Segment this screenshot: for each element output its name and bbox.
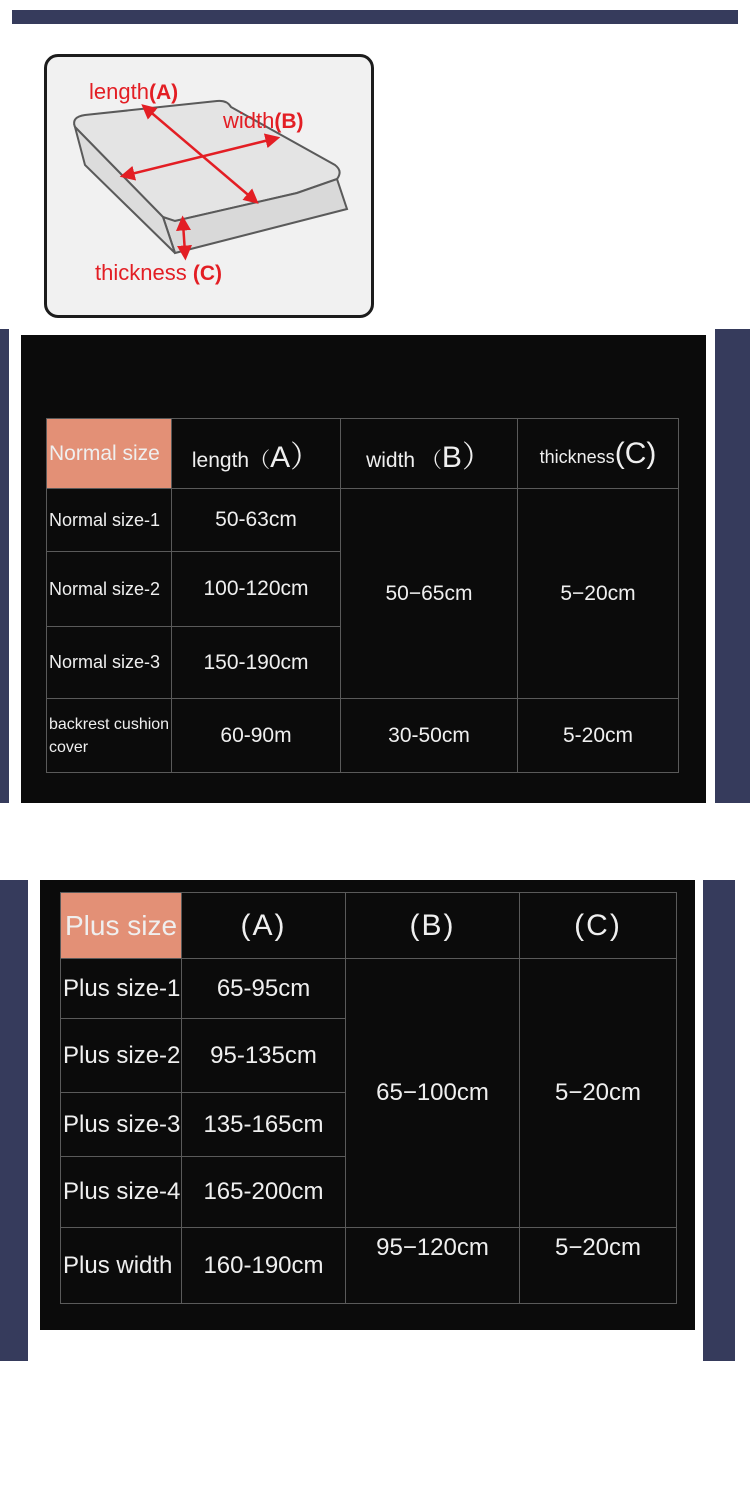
shared-width-cell: 50−65cm: [341, 489, 518, 699]
row-name: Plus size-1: [61, 959, 182, 1019]
row-length: 100-120cm: [172, 552, 341, 627]
plus-width-thickness: 5−20cm: [520, 1228, 677, 1304]
header-length: length（A）: [172, 419, 341, 489]
backrest-length: 60-90m: [172, 699, 341, 773]
header-width: width （B）: [341, 419, 518, 489]
plus-width-width: 95−120cm: [346, 1228, 520, 1304]
table-row: [47, 489, 679, 552]
row-length: 150-190cm: [172, 627, 341, 699]
row-name: Plus size-3: [61, 1093, 182, 1157]
thickness-label: thickness (C): [95, 260, 222, 285]
table-row: [47, 699, 679, 773]
header-b: (B): [346, 893, 520, 959]
shared-width-cell: 65−100cm: [346, 959, 520, 1228]
row-length: 65-95cm: [182, 959, 346, 1019]
header-c: (C): [520, 893, 677, 959]
right-decor-bar: [703, 880, 735, 1361]
top-decor-bar: [12, 10, 738, 24]
backrest-name: backrest cushion cover: [47, 699, 172, 773]
left-decor-bar: [0, 880, 28, 1361]
table-row: [61, 1228, 677, 1304]
normal-size-table: [46, 418, 679, 773]
length-label: length(A): [89, 79, 179, 104]
header-a: (A): [182, 893, 346, 959]
row-name: Normal size-3: [47, 627, 172, 699]
plus-size-table: [60, 892, 677, 1304]
shared-thickness-cell: 5−20cm: [518, 489, 679, 699]
table-row: [61, 959, 677, 1019]
left-decor-bar: [0, 329, 9, 803]
header-thickness: thickness(C): [518, 419, 679, 489]
table-header-row: [47, 419, 679, 489]
backrest-thickness: 5-20cm: [518, 699, 679, 773]
backrest-width: 30-50cm: [341, 699, 518, 773]
row-name: Normal size-2: [47, 552, 172, 627]
cushion-dimension-diagram: [44, 54, 374, 318]
row-length: 135-165cm: [182, 1093, 346, 1157]
row-name: Normal size-1: [47, 489, 172, 552]
row-length: 95-135cm: [182, 1019, 346, 1093]
header-normal-size: Normal size: [47, 419, 172, 489]
header-plus-size: Plus size: [61, 893, 182, 959]
row-name: Plus size-2: [61, 1019, 182, 1093]
plus-width-name: Plus width: [61, 1228, 182, 1304]
table-header-row: [61, 893, 677, 959]
shared-thickness-cell: 5−20cm: [520, 959, 677, 1228]
row-name: Plus size-4: [61, 1157, 182, 1228]
row-length: 165-200cm: [182, 1157, 346, 1228]
width-label: width(B): [223, 108, 304, 133]
plus-width-length: 160-190cm: [182, 1228, 346, 1304]
row-length: 50-63cm: [172, 489, 341, 552]
right-decor-bar: [715, 329, 750, 803]
